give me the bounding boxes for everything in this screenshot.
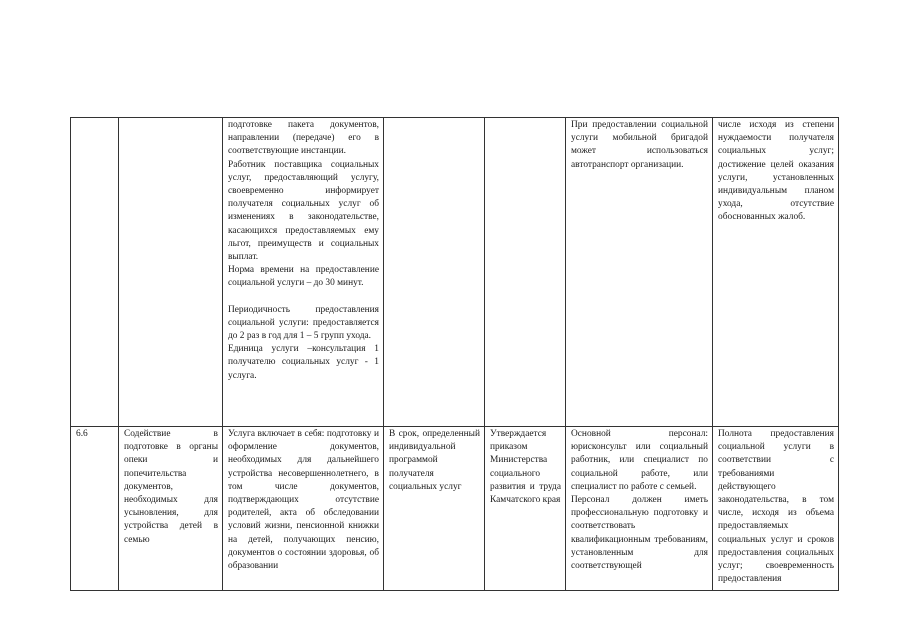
cell-conditions: Основной персонал: юрисконсульт или социальный работник, или специалист по социальной работе, или специалист по работе с семьей. Персонал должен иметь профессиональную подготовку и соответствовать квалификационным требованиям, установленным для соответствующей — [566, 427, 713, 591]
cell-number — [71, 118, 119, 427]
content-paragraph: Услуга включает в себя: подготовку и оформление документов, необходимых для дальнейшего устройства несовершеннолетнего, в том числе документов, подтверждающих отсутствие родителей, акта об обследовании условий жизни, пенсионной книжки на детей, получающих пенсию, документов о состоянии здоровья, об образовании — [228, 429, 379, 572]
content-paragraph: подготовке пакета документов, направлении (передаче) его в соответствующие инстанции. — [228, 120, 379, 157]
cell-number: 6.6 — [71, 427, 119, 591]
content-paragraph: Периодичность предоставления социальной услуги: предоставляется до 2 раз в год для 1 – 5 групп ухода. — [228, 304, 379, 342]
content-paragraph: Норма времени на предоставление социальной услуги – до 30 минут. — [228, 265, 379, 289]
cell-tariff: Утверждается приказом Министерства социального развития и труда Камчатского края — [485, 427, 566, 591]
table-row — [71, 118, 839, 427]
cell-indicators: Полнота предоставления социальной услуги в соответствии с требованиями действующего законодательства, в том числе, исходя из объема предоставляемых социальных услуг и сроков предоставления социальных услуг; своевременность предоставления — [713, 427, 839, 591]
cell-service-content — [223, 118, 384, 427]
content-paragraph: Единица услуги –консультация 1 получателю социальных услуг - 1 услуга. — [228, 344, 379, 381]
table-row — [71, 427, 839, 591]
cell-indicators: числе исходя из степени нуждаемости получателя социальных услуг; достижение целей оказания услуги, установленных индивидуальным планом ухода, отсутствие обоснованных жалоб. — [713, 118, 839, 427]
cell-term — [384, 118, 485, 427]
cell-service-content — [223, 427, 384, 591]
content-paragraph: Работник поставщика социальных услуг, предоставляющий услугу, своевременно информирует получателя социальных услуг об изменениях в законодательстве, касающихся предоставляемых ему льгот, преимуществ и социальных выплат. — [228, 159, 379, 263]
cell-service-name — [119, 118, 223, 427]
cell-service-name: Содействие в подготовке в органы опеки и попечительства документов, необходимых для усыновления, для устройства детей в семью — [119, 427, 223, 591]
cell-term: В срок, определенный индивидуальной программой получателя социальных услуг — [384, 427, 485, 591]
cell-tariff — [485, 118, 566, 427]
cell-conditions: При предоставлении социальной услуги мобильной бригадой может использоваться автотранспорт организации. — [566, 118, 713, 427]
services-table — [70, 117, 839, 591]
